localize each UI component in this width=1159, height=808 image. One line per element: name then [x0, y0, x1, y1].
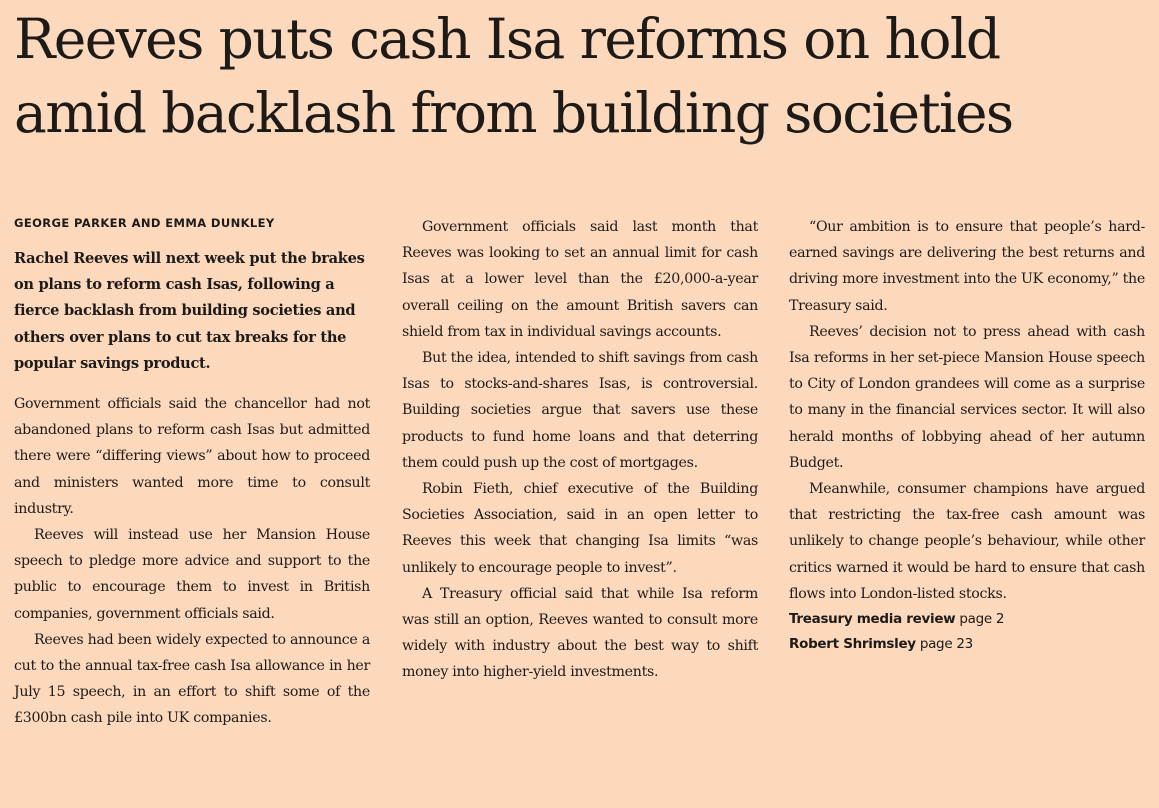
body-paragraph: A Treasury official said that while Isa reform was still an option, Reeves wanted to consult more widely with industry about the best way to shift money into higher-yield investments. [402, 585, 758, 681]
body-paragraph: “Our ambition is to ensure that people’s hard-earned savings are delivering the best returns and driving more investment into the UK economy,” the Treasury said. [789, 219, 1145, 314]
body-paragraph: Reeves had been widely expected to announce a cut to the annual tax-free cash Isa allowance in her July 15 speech, in an effort to shift some of the £300bn cash pile into UK companies. [14, 631, 370, 727]
cross-reference[interactable] [789, 607, 1145, 632]
article-column-3 [789, 214, 1145, 657]
body-paragraph: Robin Fieth, chief executive of the Building Societies Association, said in an open letter to Reeves this week that changing Isa limits “was unlikely to encourage people to invest”. [402, 481, 758, 576]
article-column-1 [14, 214, 370, 732]
body-paragraph: Reeves will instead use her Mansion House speech to pledge more advice and support to the public to encourage them to invest in British companies, government officials said. [14, 527, 370, 622]
cross-reference-title: Treasury media review [789, 611, 956, 628]
headline [14, 2, 1149, 150]
headline-line-1: Reeves puts cash Isa reforms on hold [14, 7, 1000, 71]
body-paragraph: Reeves’ decision not to press ahead with cash Isa reforms in her set-piece Mansion House speech to City of London grandees will come as a surprise to many in the financial services sector. It will also herald months of lobbying ahead of her autumn Budget. [789, 323, 1145, 471]
cross-reference-page: page 23 [919, 636, 973, 653]
cross-reference[interactable] [789, 632, 1145, 657]
byline: GEORGE PARKER AND EMMA DUNKLEY [14, 216, 275, 230]
body-paragraph: Government officials said last month that Reeves was looking to set an annual limit for cash Isas at a lower level than the £20,000-a-year overall ceiling on the amount British savers can shield from tax in individual savings accounts. [402, 219, 758, 340]
standfirst: Rachel Reeves will next week put the brakes on plans to reform cash Isas, following a fierce backlash from building societies and others over plans to cut tax breaks for the popular savings product. [14, 250, 365, 372]
body-paragraph: Meanwhile, consumer champions have argued that restricting the tax-free cash amount was unlikely to change people’s behaviour, while other critics warned it would be hard to ensure that cash flows into London-listed stocks. [789, 481, 1145, 602]
body-paragraph: But the idea, intended to shift savings from cash Isas to stocks-and-shares Isas, is controversial. Building societies argue that savers use these products to fund home loans and that deterring them could push up the cost of mortgages. [402, 350, 758, 471]
body-paragraph: Government officials said the chancellor had not abandoned plans to reform cash Isas but admitted there were “differing views” about how to proceed and ministers wanted more time to consult industry. [14, 396, 370, 517]
cross-reference-page: page 2 [959, 611, 1005, 628]
article-column-2 [402, 214, 758, 686]
headline-line-2: amid backlash from building societies [14, 81, 1013, 145]
cross-reference-title: Robert Shrimsley [789, 636, 916, 653]
